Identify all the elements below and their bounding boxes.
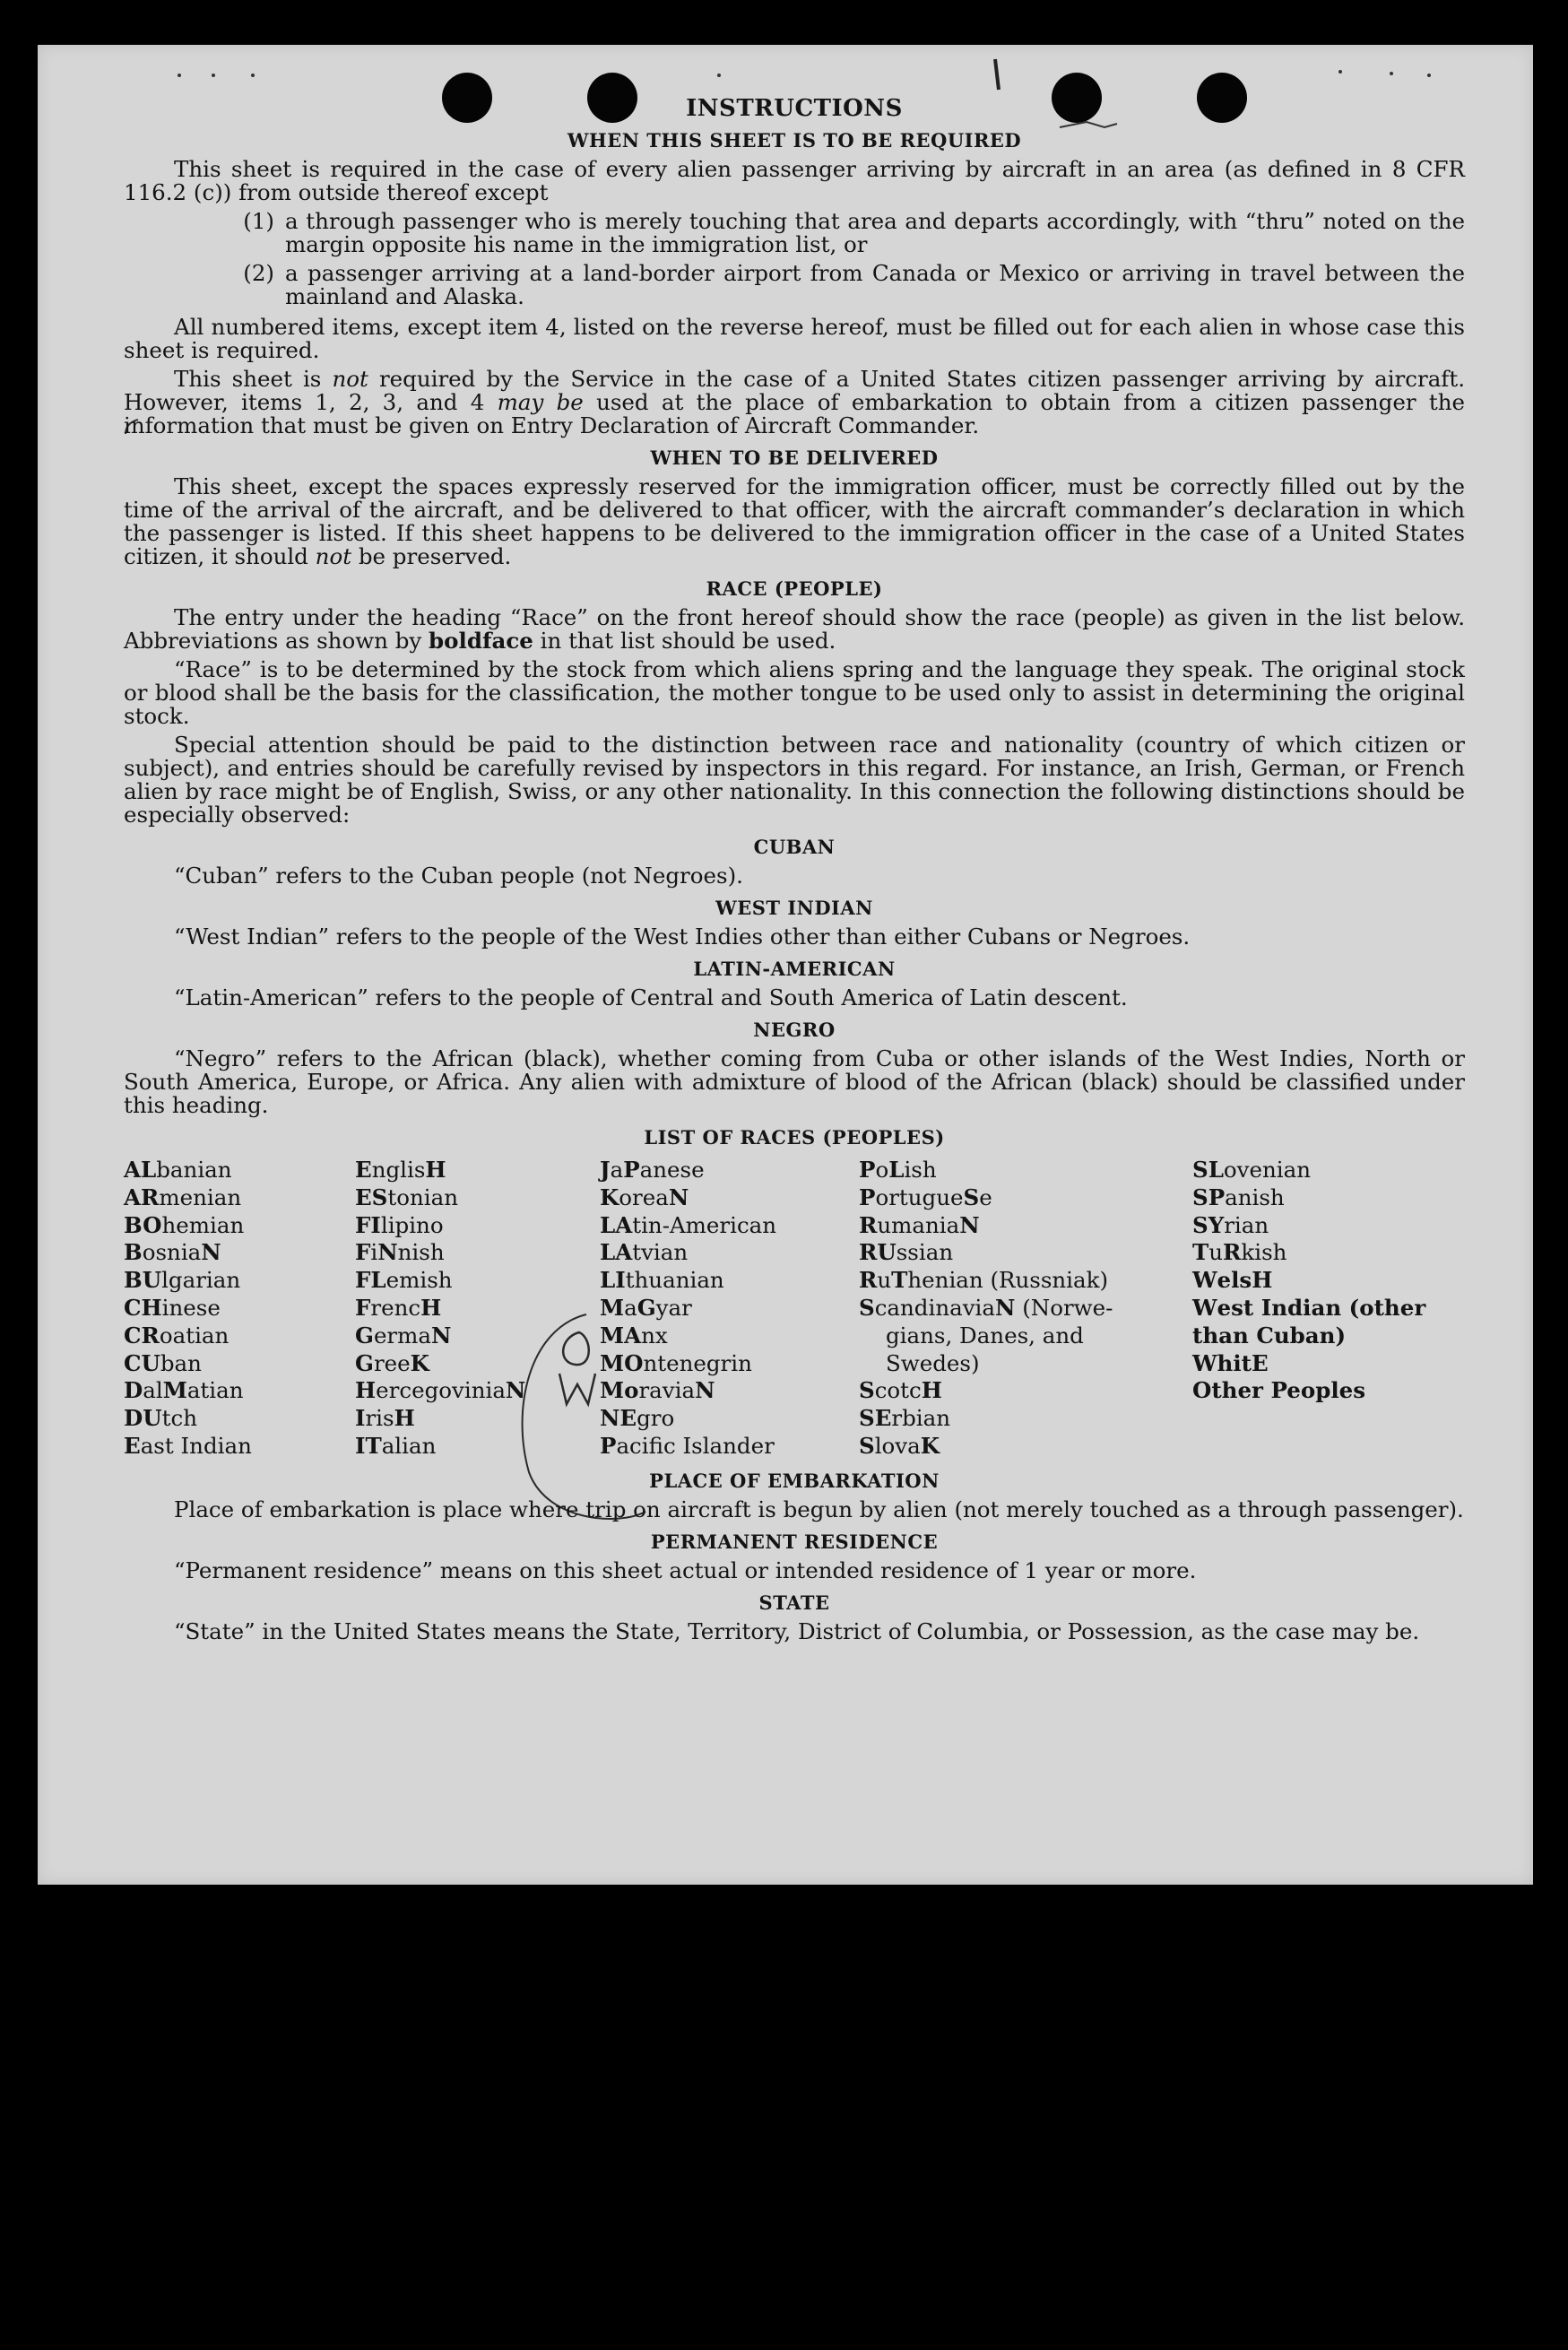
section-heading-residence: PERMANENT RESIDENCE: [650, 1530, 939, 1553]
race-entry: [600, 1239, 859, 1267]
race-text: Swedes): [886, 1349, 980, 1376]
abbreviation-text: LI: [600, 1267, 626, 1294]
race-text: rian: [1224, 1211, 1269, 1238]
abbreviation-text: I: [355, 1405, 366, 1432]
abbreviation-text: S: [859, 1377, 875, 1404]
abbreviation-text: NE: [600, 1405, 637, 1432]
abbreviation-text: M: [600, 1294, 625, 1321]
race-text: rbian: [891, 1405, 950, 1432]
race-entry: [355, 1405, 600, 1433]
race-entry: [1192, 1377, 1465, 1405]
abbreviation-text: B: [124, 1239, 143, 1266]
race-entry: [600, 1212, 859, 1240]
abbreviation-text: N: [431, 1322, 452, 1348]
race-entry: [859, 1267, 1192, 1295]
abbreviation-text: P: [600, 1432, 617, 1459]
race-entry: [1192, 1295, 1465, 1322]
race-entry: [600, 1377, 859, 1405]
race-text: orea: [619, 1184, 669, 1210]
race-text: ravia: [638, 1377, 696, 1404]
race-text: tonian: [387, 1184, 458, 1210]
race-text: (Norwe-: [1015, 1294, 1113, 1321]
race-text: hit: [1217, 1349, 1252, 1376]
race-text: menian: [159, 1184, 242, 1210]
race-text: emish: [386, 1267, 453, 1294]
abbreviation-text: LA: [600, 1239, 633, 1266]
section-heading-west-indian: WEST INDIAN: [715, 897, 873, 919]
abbreviation-text: SE: [859, 1405, 892, 1432]
race-text: umania: [877, 1211, 960, 1238]
race-entry: [600, 1433, 859, 1461]
race-text: ish: [904, 1157, 937, 1183]
abbreviation-text: T: [1192, 1239, 1209, 1266]
abbreviation-text: AR: [124, 1184, 160, 1210]
abbreviation-text: M: [600, 1377, 625, 1404]
abbreviation-text: N: [995, 1294, 1016, 1321]
document-sheet: [38, 45, 1533, 1885]
race-text: lgarian: [161, 1267, 241, 1294]
abbreviation-text: FI: [355, 1211, 381, 1238]
races-column: [124, 1157, 355, 1461]
race-text: henian (Russniak): [907, 1267, 1109, 1294]
item-text: a passenger arriving at a land-border airport from Canada or Mexico or arriving in travel between the mainland and Alaska.: [285, 260, 1465, 309]
race-text: ther Peoples: [1211, 1377, 1366, 1404]
race-entry: [1192, 1184, 1465, 1212]
race-text: els: [1217, 1267, 1252, 1294]
item-number: (2): [243, 260, 274, 286]
race-entry: [600, 1295, 859, 1322]
race-text: cotc: [874, 1377, 922, 1404]
race-text: lova: [874, 1432, 921, 1459]
abbreviation-text: RU: [859, 1239, 897, 1266]
abbreviation-text: P: [859, 1184, 876, 1210]
race-text: nglis: [371, 1157, 426, 1183]
abbreviation-text: N: [505, 1377, 526, 1404]
abbreviation-text: P: [623, 1157, 640, 1183]
abbreviation-text: SY: [1192, 1211, 1225, 1238]
abbreviation-text: R: [859, 1211, 878, 1238]
races-column: [859, 1157, 1192, 1461]
text-run: be preserved.: [351, 543, 512, 569]
race-entry: [859, 1377, 1192, 1405]
text-run: The entry under the heading “Race” on the front hereof should show the race (people) as given in the list below. Abbreviations as shown by: [124, 604, 1465, 654]
abbreviation-text: O: [1192, 1377, 1212, 1404]
race-entry: [859, 1239, 1192, 1267]
race-entry: [1192, 1212, 1465, 1240]
race-entry: [124, 1157, 355, 1184]
race-entry: [355, 1184, 600, 1212]
section-heading-when-delivered: WHEN TO BE DELIVERED: [650, 447, 939, 469]
race-entry: [1192, 1239, 1465, 1267]
race-entry: [124, 1295, 355, 1322]
abbreviation-text: o: [624, 1377, 639, 1404]
race-text: u: [1208, 1239, 1224, 1266]
abbreviation-text: CU: [124, 1349, 160, 1376]
race-text: ntenegrin: [643, 1349, 752, 1376]
abbreviation-text: H: [394, 1405, 415, 1432]
section-heading-negro: NEGRO: [753, 1019, 836, 1041]
race-entry: [600, 1322, 859, 1350]
section-heading-cuban: CUBAN: [753, 836, 836, 858]
race-text: a: [610, 1157, 624, 1183]
race-text: ban: [160, 1349, 202, 1376]
abbreviation-text: F: [355, 1239, 371, 1266]
abbreviation-text: E: [355, 1157, 372, 1183]
abbreviation-text: R: [859, 1267, 878, 1294]
race-entry: [124, 1184, 355, 1212]
race-entry: [124, 1350, 355, 1378]
paragraph-latin-american: “Latin-American” refers to the people of Central and South America of Latin descent.: [174, 984, 1128, 1010]
race-text: thuanian: [625, 1267, 724, 1294]
abbreviation-text: LA: [600, 1211, 633, 1238]
section-heading-state: STATE: [758, 1591, 830, 1614]
race-entry: [1192, 1157, 1465, 1184]
race-text: ortugue: [875, 1184, 964, 1210]
text-run: used at the place of embarkation to obtain from a citizen passenger the information that must be given on Entry Declaration of Aircraft Commander.: [124, 389, 1465, 438]
abbreviation-text: H: [355, 1377, 377, 1404]
race-text: hemian: [161, 1211, 245, 1238]
race-text: anish: [1225, 1184, 1285, 1210]
section-heading-latin-american: LATIN-AMERICAN: [693, 958, 896, 980]
abbreviation-text: J: [600, 1157, 611, 1183]
abbreviation-text: K: [600, 1184, 619, 1210]
race-entry: [859, 1405, 1192, 1433]
race-text: lipino: [380, 1211, 444, 1238]
race-entry: [355, 1157, 600, 1184]
race-entry: [1192, 1350, 1465, 1378]
abbreviation-text: CR: [124, 1322, 160, 1348]
paragraph-race-1: [124, 606, 1465, 653]
abbreviation-text: CH: [124, 1294, 162, 1321]
race-entry: [859, 1184, 1192, 1212]
race-entry: [355, 1433, 600, 1461]
race-text: e: [979, 1184, 992, 1210]
race-text: o: [875, 1157, 889, 1183]
abbreviation-text: MA: [600, 1322, 642, 1348]
races-column: [1192, 1157, 1465, 1461]
races-column: [600, 1157, 859, 1461]
race-entry: [124, 1405, 355, 1433]
race-text: renc: [370, 1294, 421, 1321]
race-entry: [859, 1350, 1192, 1378]
race-text: nish: [397, 1239, 445, 1266]
abbreviation-text: N: [695, 1377, 715, 1404]
abbreviation-text: H: [921, 1377, 942, 1404]
race-text: oatian: [159, 1322, 230, 1348]
text-run: required by the Service in the case of a United States citizen passenger arriving by aircraft. However, items 1, 2, 3, and 4: [124, 366, 1466, 415]
race-text: candinavia: [874, 1294, 995, 1321]
text-run-italic: may be: [497, 389, 584, 415]
section-heading-list-of-races: LIST OF RACES (PEOPLES): [644, 1126, 945, 1149]
race-text: u: [877, 1267, 892, 1294]
race-text: banian: [156, 1157, 232, 1183]
abbreviation-text: S: [859, 1432, 875, 1459]
race-entry: [859, 1157, 1192, 1184]
race-text: than Cuban): [1192, 1322, 1347, 1348]
race-entry: [355, 1377, 600, 1405]
abbreviation-text: N: [201, 1239, 221, 1266]
abbreviation-text: N: [377, 1239, 398, 1266]
abbreviation-text: DU: [124, 1405, 162, 1432]
abbreviation-text: H: [425, 1157, 446, 1183]
abbreviation-text: BU: [124, 1267, 162, 1294]
race-text: ris: [365, 1405, 394, 1432]
item-number: (1): [243, 208, 274, 234]
race-text: tch: [161, 1405, 197, 1432]
document-title: INSTRUCTIONS: [686, 95, 903, 122]
race-entry: [355, 1322, 600, 1350]
race-text: ercegovinia: [376, 1377, 506, 1404]
race-entry: [124, 1239, 355, 1267]
race-text: erma: [373, 1322, 431, 1348]
race-text: a: [624, 1294, 637, 1321]
race-entry: [859, 1295, 1192, 1322]
abbreviation-text: S: [859, 1294, 875, 1321]
race-text: nx: [641, 1322, 668, 1348]
abbreviation-text: K: [920, 1432, 940, 1459]
races-table: [124, 1157, 1465, 1461]
abbreviation-text: M: [162, 1377, 187, 1404]
abbreviation-text: W: [1192, 1349, 1217, 1376]
race-text: acific Islander: [616, 1432, 775, 1459]
race-entry: [1192, 1322, 1465, 1350]
text-run-italic: not: [315, 543, 352, 569]
abbreviation-text: P: [859, 1157, 876, 1183]
race-entry: [355, 1295, 600, 1322]
abbreviation-text: E: [1251, 1349, 1269, 1376]
race-entry: [859, 1212, 1192, 1240]
race-entry: [124, 1322, 355, 1350]
abbreviation-text: ES: [355, 1184, 388, 1210]
abbreviation-text: BO: [124, 1211, 162, 1238]
abbreviation-text: W: [1192, 1294, 1217, 1321]
text-run: in that list should be used.: [533, 628, 836, 654]
race-entry: [859, 1322, 1192, 1350]
races-column: [355, 1157, 600, 1461]
instructions-content: [124, 97, 1465, 1649]
race-text: alian: [381, 1432, 437, 1459]
race-text: yar: [655, 1294, 692, 1321]
paragraph-cuban: “Cuban” refers to the Cuban people (not Negroes).: [174, 863, 743, 889]
race-text: anese: [639, 1157, 705, 1183]
abbreviation-text: H: [1252, 1267, 1273, 1294]
abbreviation-text: FL: [355, 1267, 386, 1294]
race-entry: [600, 1157, 859, 1184]
text-run: This sheet, except the spaces expressly reserved for the immigration officer, must be correctly filled out by the time of the arrival of the aircraft, and be delivered to that officer, with the aircraft commander’s declaration in which the passenger is listed. If this sheet happens to be delivered to the immigration officer in the case of a United States citizen, it should: [124, 473, 1465, 569]
paragraph-state: “State” in the United States means the State, Territory, District of Columbia, or Possession, as the case may be.: [174, 1617, 1420, 1644]
section-heading-embarkation: PLACE OF EMBARKATION: [649, 1469, 940, 1492]
race-entry: [124, 1267, 355, 1295]
race-entry: [859, 1433, 1192, 1461]
abbreviation-text: S: [963, 1184, 980, 1210]
race-entry: [600, 1350, 859, 1378]
race-text: ast Indian: [140, 1432, 252, 1459]
text-run: This sheet is: [174, 366, 333, 392]
text-run-bold: boldface: [429, 628, 533, 654]
race-text: al: [143, 1377, 163, 1404]
race-text: kish: [1241, 1239, 1287, 1266]
race-text: ree: [373, 1349, 411, 1376]
abbreviation-text: H: [420, 1294, 442, 1321]
abbreviation-text: G: [637, 1294, 656, 1321]
paragraph-delivered: [124, 475, 1465, 568]
abbreviation-text: IT: [355, 1432, 382, 1459]
paragraph-intro: This sheet is required in the case of every alien passenger arriving by aircraft in an area (as defined in 8 CFR 116.2 (c)) from outside thereof except: [124, 156, 1465, 205]
race-text: tvian: [632, 1239, 689, 1266]
race-entry: [124, 1433, 355, 1461]
abbreviation-text: N: [668, 1184, 689, 1210]
race-entry: [600, 1267, 859, 1295]
race-text: tin-American: [632, 1211, 777, 1238]
paragraph-race-2: “Race” is to be determined by the stock from which aliens spring and the language they speak. The original stock or blood shall be the basis for the classification, the mother tongue to be used only to assist in determining the original stock.: [124, 656, 1465, 729]
list-item: [124, 210, 1465, 256]
abbreviation-text: L: [888, 1157, 905, 1183]
race-entry: [355, 1239, 600, 1267]
abbreviation-text: D: [124, 1377, 143, 1404]
paragraph-race-3: Special attention should be paid to the distinction between race and nationality (country of which citizen or subject), and entries should be carefully revised by inspectors in this regard. For instance, an Irish, German, or French alien by race might be of English, Swiss, or any other nationality. In this connection the following distinctions should be especially observed:: [124, 732, 1465, 828]
paragraph-negro: “Negro” refers to the African (black), whether coming from Cuba or other islands of the West Indies, North or South America, Europe, or Africa. Any alien with admixture of blood of the African (black) should be classified under this heading.: [124, 1045, 1465, 1118]
race-text: est Indian (other: [1217, 1294, 1426, 1321]
exceptions-list: [124, 210, 1465, 308]
race-text: atian: [186, 1377, 244, 1404]
abbreviation-text: MO: [600, 1349, 644, 1376]
abbreviation-text: AL: [124, 1157, 157, 1183]
paragraph-residence: “Permanent residence” means on this sheet actual or intended residence of 1 year or more.: [174, 1557, 1197, 1583]
abbreviation-text: K: [410, 1349, 429, 1376]
race-entry: [124, 1377, 355, 1405]
race-text: ovenian: [1223, 1157, 1312, 1183]
abbreviation-text: F: [355, 1294, 371, 1321]
race-text: i: [370, 1239, 378, 1266]
race-text: gians, Danes, and: [886, 1322, 1084, 1348]
text-run-italic: not: [332, 366, 368, 392]
abbreviation-text: SL: [1192, 1157, 1224, 1183]
race-text: ssian: [896, 1239, 954, 1266]
paragraph-embarkation: Place of embarkation is place where trip on aircraft is begun by alien (not merely touched as a through passenger).: [174, 1496, 1464, 1522]
section-heading-when-required: WHEN THIS SHEET IS TO BE REQUIRED: [567, 129, 1022, 152]
race-entry: [600, 1184, 859, 1212]
paragraph-numbered-items: All numbered items, except item 4, listed on the reverse hereof, must be filled out for each alien in whose case this sheet is required.: [124, 314, 1465, 363]
race-entry: [1192, 1267, 1465, 1295]
race-entry: [355, 1350, 600, 1378]
list-item: [124, 262, 1465, 308]
abbreviation-text: T: [891, 1267, 908, 1294]
abbreviation-text: E: [124, 1432, 141, 1459]
abbreviation-text: N: [959, 1211, 980, 1238]
race-entry: [124, 1212, 355, 1240]
race-text: inese: [161, 1294, 221, 1321]
race-entry: [600, 1405, 859, 1433]
race-entry: [355, 1212, 600, 1240]
abbreviation-text: G: [355, 1322, 374, 1348]
abbreviation-text: SP: [1192, 1184, 1226, 1210]
abbreviation-text: R: [1223, 1239, 1242, 1266]
item-text: a through passenger who is merely touching that area and departs accordingly, with “thru” noted on the margin opposite his name in the immigration list, or: [285, 208, 1465, 257]
race-entry: [355, 1267, 600, 1295]
section-heading-race: RACE (PEOPLE): [706, 577, 883, 600]
paragraph-west-indian: “West Indian” refers to the people of the West Indies other than either Cubans or Negroes.: [174, 924, 1191, 950]
abbreviation-text: W: [1192, 1267, 1217, 1294]
abbreviation-text: G: [355, 1349, 374, 1376]
paragraph-citizen: [124, 368, 1465, 438]
race-text: osnia: [142, 1239, 202, 1266]
race-text: gro: [637, 1405, 675, 1432]
